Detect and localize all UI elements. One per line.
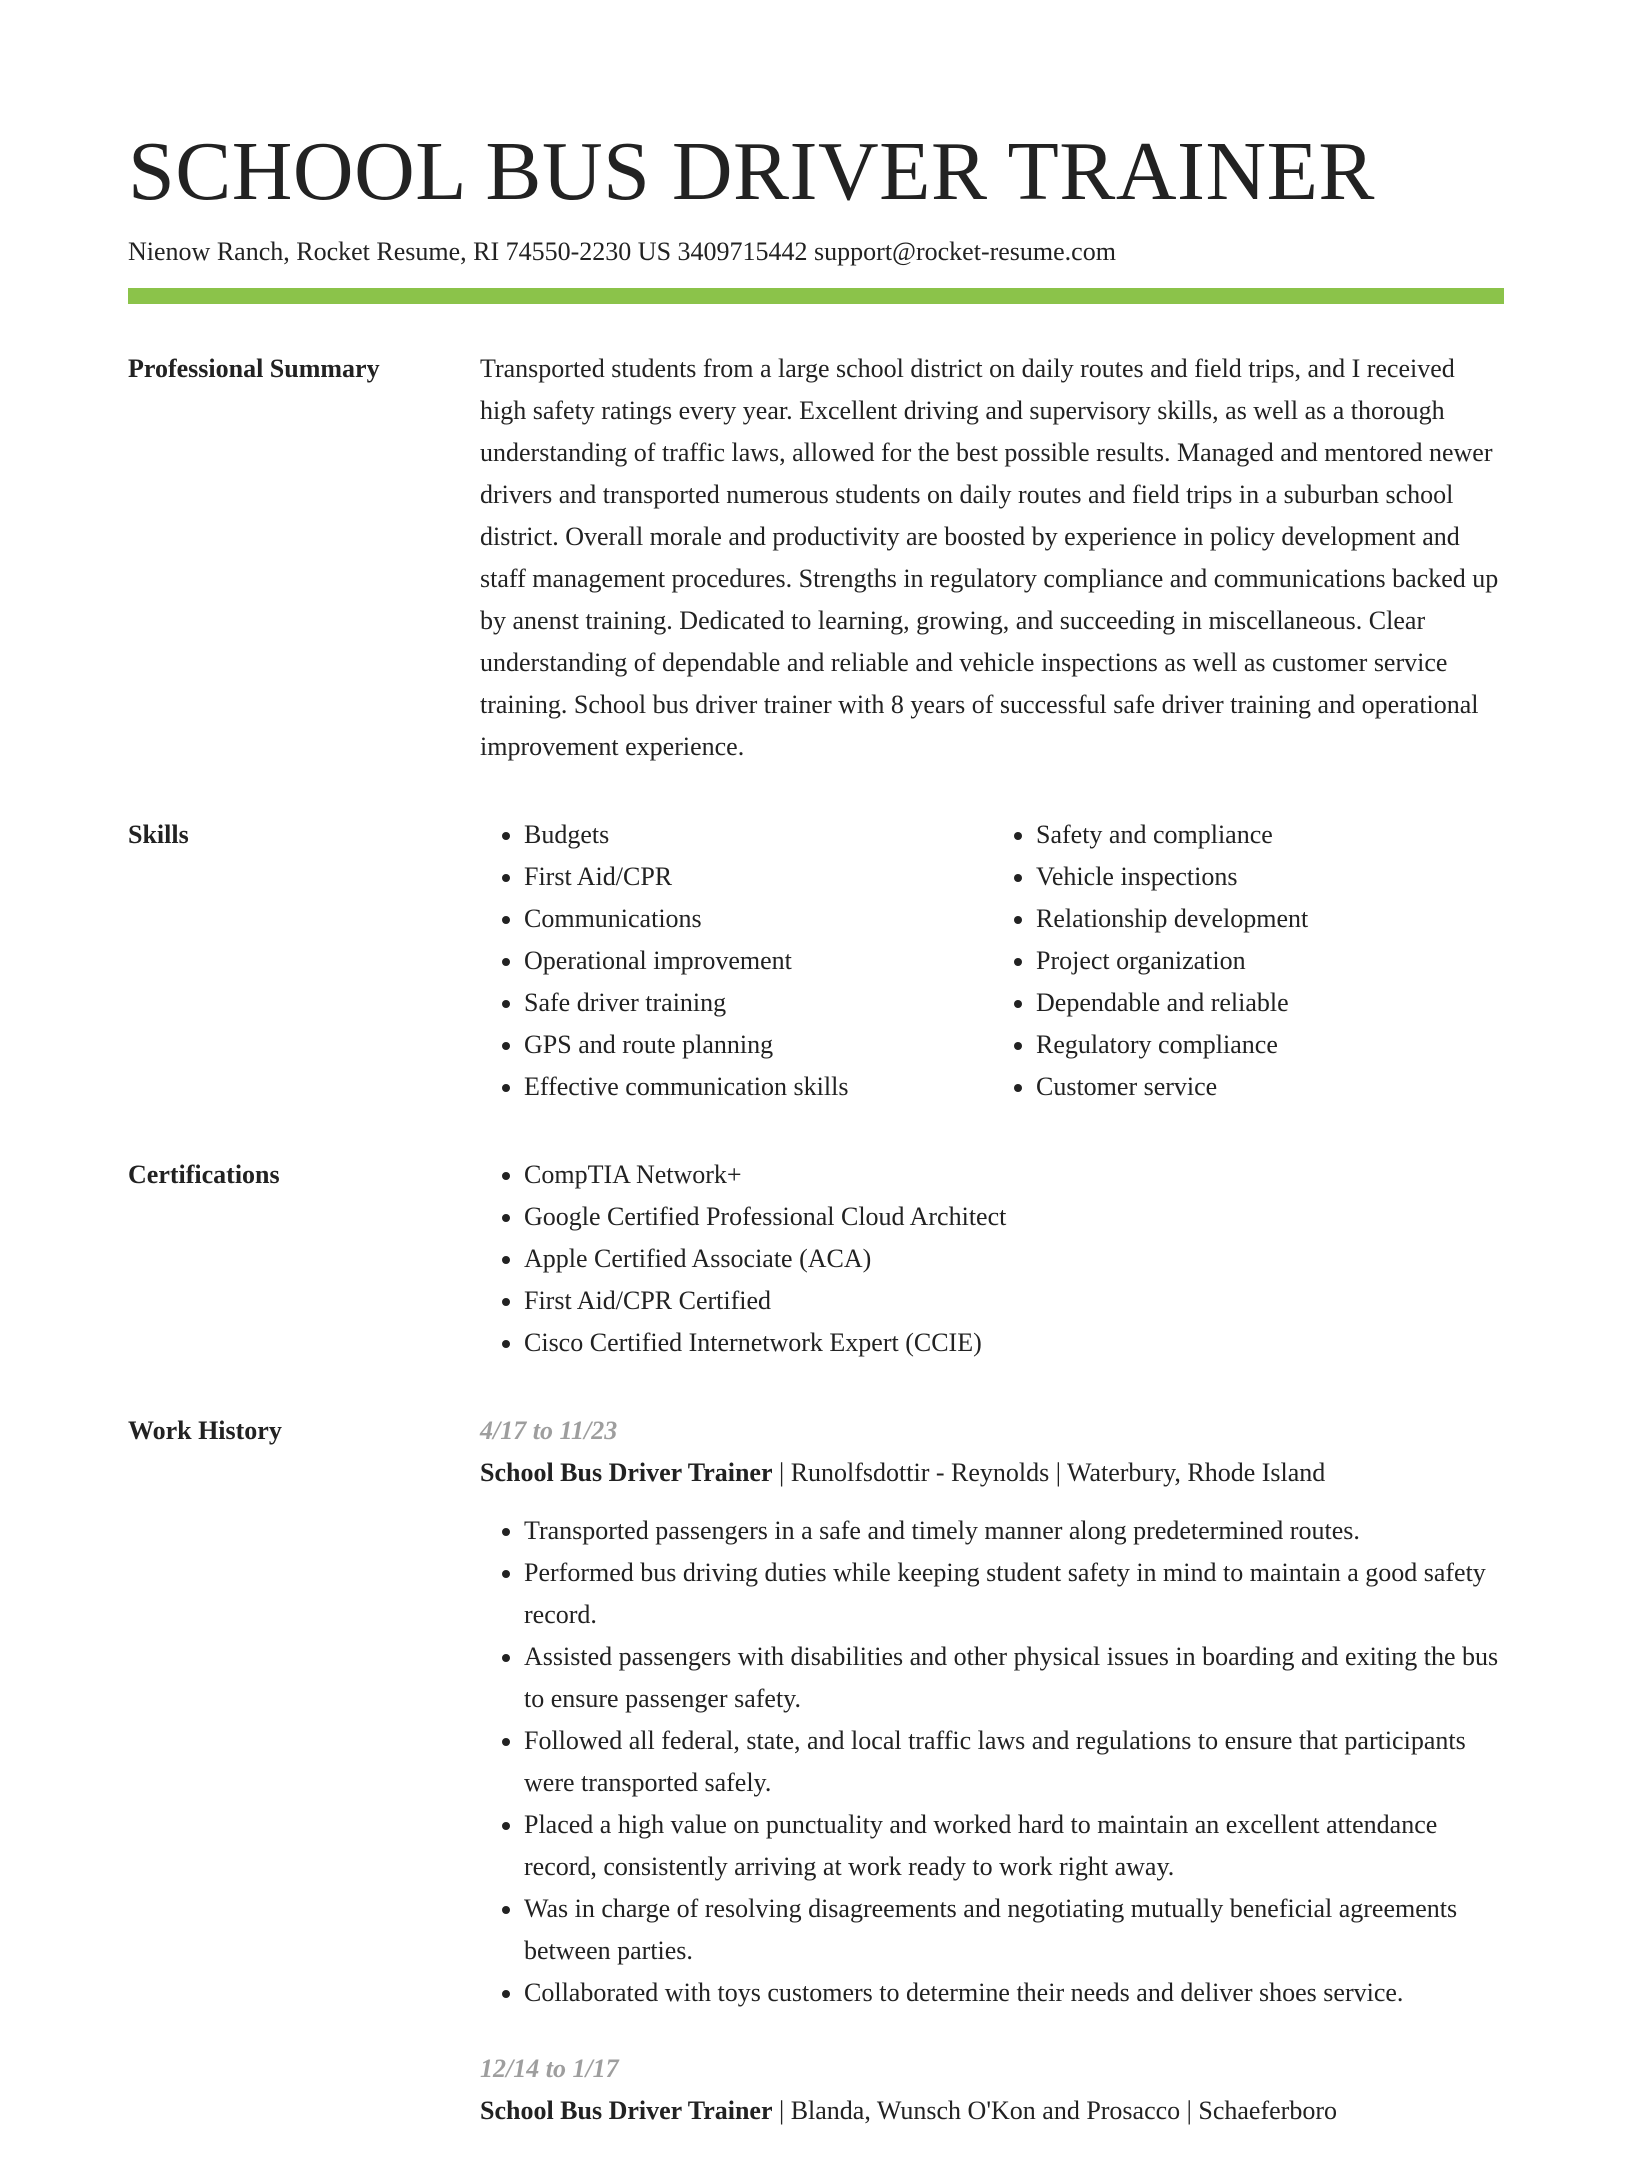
skills-list-right (992, 814, 1504, 1108)
certification-item: • Google Certified Professional Cloud Architect (524, 1196, 1504, 1238)
contact-info: Nienow Ranch, Rocket Resume, RI 74550-2230 US 3409715442 support@rocket-resume.com (128, 237, 1116, 266)
skill-item: • GPS and route planning (524, 1024, 992, 1066)
certification-item: • Apple Certified Associate (ACA) (524, 1238, 1504, 1280)
skills-section (128, 820, 1504, 1108)
job-employer-location: | Blanda, Wunsch O'Kon and Prosacco | Schaeferboro (772, 2096, 1337, 2125)
job-duty-item: • Followed all federal, state, and local traffic laws and regulations to ensure that participants were transported safely. (524, 1720, 1504, 1804)
job-duty-item: • Placed a high value on punctuality and worked hard to maintain an excellent attendance record, consistently arriving at work ready to work right away. (524, 1804, 1504, 1888)
job-duty-item: • Was in charge of resolving disagreements and negotiating mutually beneficial agreements between parties. (524, 1888, 1504, 1972)
section-title-work-history: Work History (128, 1416, 282, 1445)
header-divider (128, 288, 1504, 304)
skill-item: • Effective communication skills (524, 1066, 992, 1108)
skill-item: • Customer service (1036, 1066, 1504, 1108)
certifications-list (480, 1154, 1504, 1364)
resume-name: SCHOOL BUS DRIVER TRAINER (128, 125, 1375, 218)
skill-item: • Vehicle inspections (1036, 856, 1504, 898)
summary-section (128, 354, 1504, 768)
skill-item: • Safe driver training (524, 982, 992, 1024)
section-title-certifications: Certifications (128, 1160, 280, 1189)
job-title: School Bus Driver Trainer (480, 2096, 773, 2125)
certification-item: • Cisco Certified Internetwork Expert (CCIE) (524, 1322, 1504, 1364)
job-employer-location: | Runolfsdottir - Reynolds | Waterbury, Rhode Island (772, 1458, 1326, 1487)
job-entry (480, 1410, 1504, 2014)
job-duty-item: • Transported passengers in a safe and timely manner along predetermined routes. (524, 1510, 1504, 1552)
certifications-section (128, 1160, 1504, 1364)
job-duty-item: • Performed bus driving duties while keeping student safety in mind to maintain a good safety record. (524, 1552, 1504, 1636)
job-heading (480, 1452, 1504, 1494)
skill-item: • Regulatory compliance (1036, 1024, 1504, 1066)
job-heading (480, 2090, 1504, 2132)
skill-item: • Project organization (1036, 940, 1504, 982)
certification-item: • CompTIA Network+ (524, 1154, 1504, 1196)
skill-item: • Relationship development (1036, 898, 1504, 940)
job-duty-item: • Collaborated with toys customers to determine their needs and deliver shoes service. (524, 1972, 1504, 2014)
job-duties-list (480, 1510, 1504, 2014)
job-dates: 12/14 to 1/17 (480, 2054, 619, 2083)
work-history-section (128, 1416, 1504, 2166)
job-dates: 4/17 to 11/23 (480, 1416, 618, 1445)
skill-item: • Communications (524, 898, 992, 940)
skill-item: • First Aid/CPR (524, 856, 992, 898)
job-entry (480, 2048, 1504, 2132)
jobs-list (480, 1410, 1504, 2166)
skill-item: • Operational improvement (524, 940, 992, 982)
skill-item: • Safety and compliance (1036, 814, 1504, 856)
skills-list-left (480, 814, 992, 1108)
summary-text: Transported students from a large school district on daily routes and field trips, and I received high safety ratings every year. Excellent driving and supervisory skills, as well as a thorough understanding of traffic laws, allowed for the best possible results. Managed and mentored newer drivers and transported numerous students on daily routes and field trips in a suburban school district. Overall morale and productivity are boosted by experience in policy development and staff management procedures. Strengths in regulatory compliance and communications backed up by anenst training. Dedicated to learning, growing, and succeeding in miscellaneous. Clear understanding of dependable and reliable and vehicle inspections as well as customer service training. School bus driver trainer with 8 years of successful safe driver training and operational improvement experience. (480, 354, 1499, 761)
skill-item: • Dependable and reliable (1036, 982, 1504, 1024)
job-duty-item: • Assisted passengers with disabilities and other physical issues in boarding and exiting the bus to ensure passenger safety. (524, 1636, 1504, 1720)
section-title-skills: Skills (128, 820, 189, 849)
certification-item: • First Aid/CPR Certified (524, 1280, 1504, 1322)
resume-page (128, 0, 1504, 2166)
skill-item: • Budgets (524, 814, 992, 856)
job-title: School Bus Driver Trainer (480, 1458, 773, 1487)
section-title-summary: Professional Summary (128, 354, 380, 383)
